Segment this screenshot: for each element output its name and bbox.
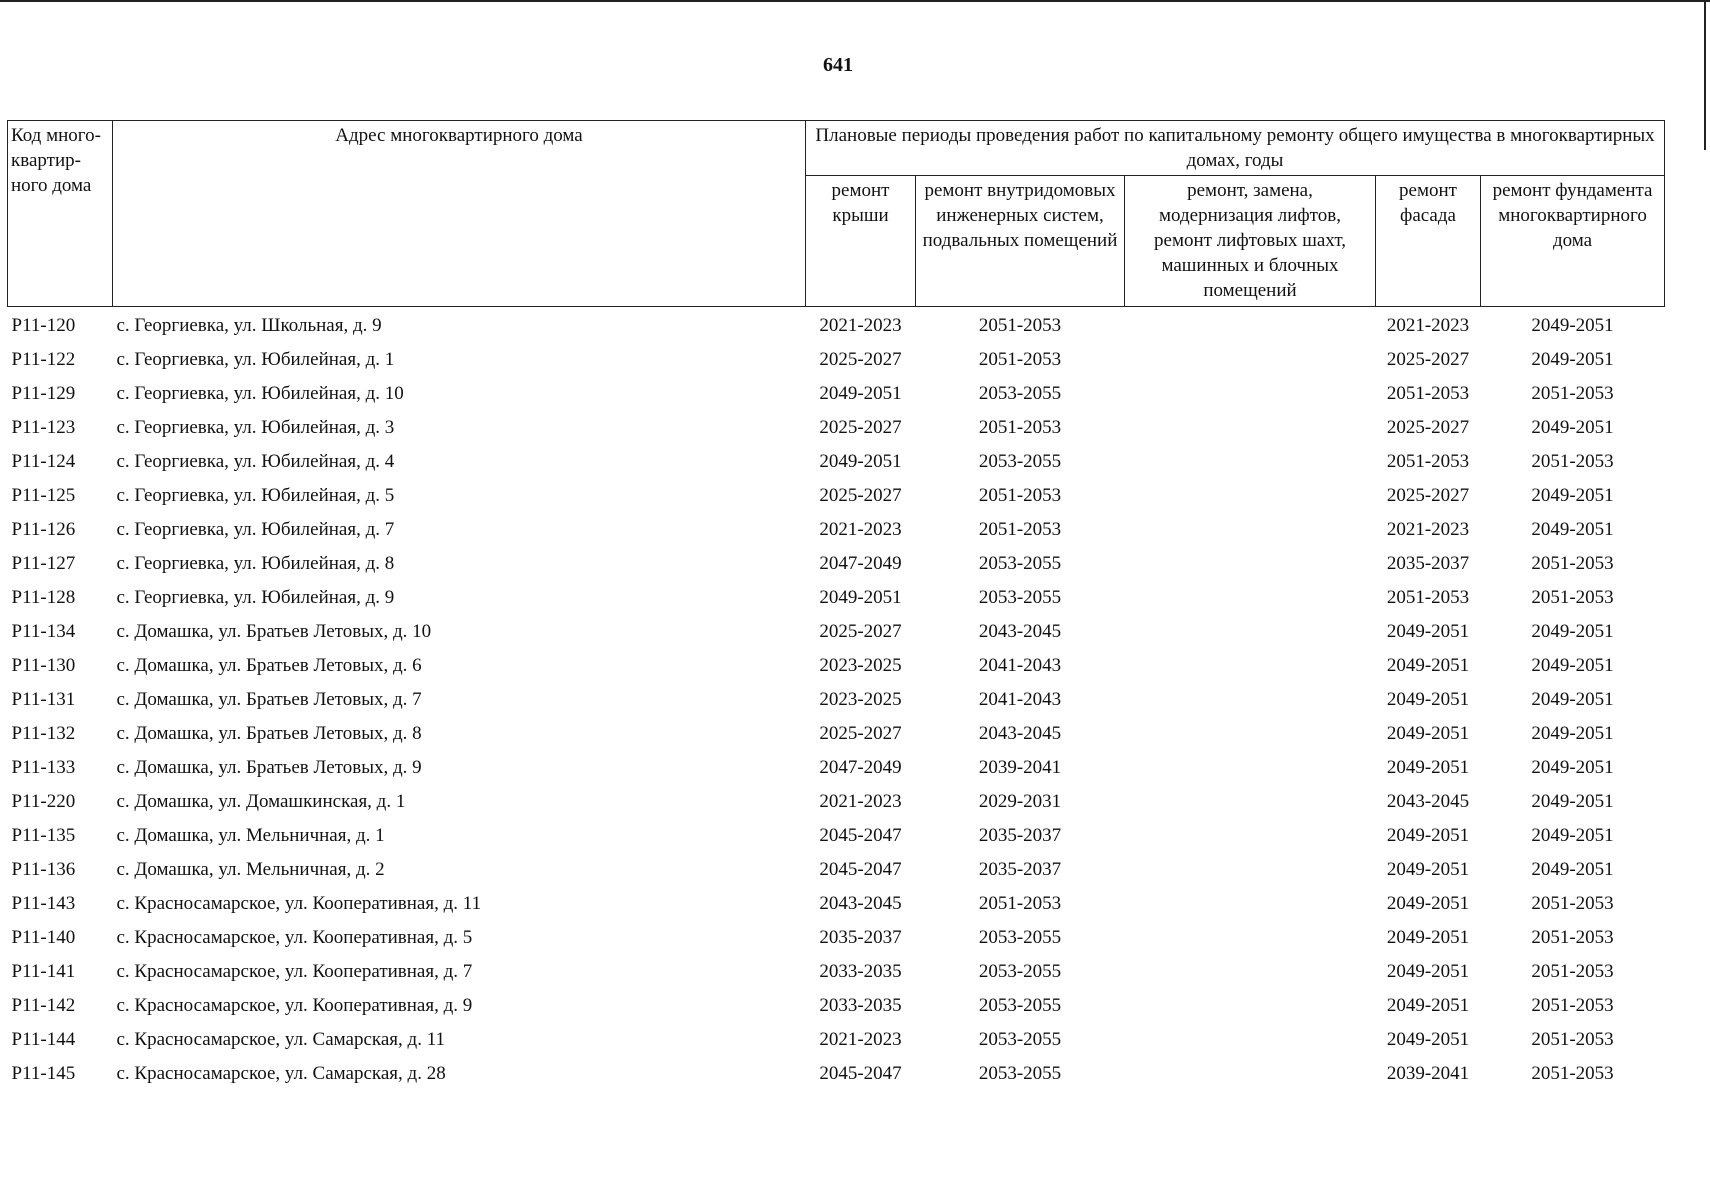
cell-address: с. Домашка, ул. Братьев Летовых, д. 8 <box>116 723 422 744</box>
cell-facade: 2039-2041 <box>1386 1063 1470 1084</box>
cell-engineering: 2041-2043 <box>978 689 1062 710</box>
cell-address: с. Георгиевка, ул. Школьная, д. 9 <box>116 315 382 336</box>
cell-roof: 2043-2045 <box>819 893 902 914</box>
cell-code: Р11-128 <box>11 587 76 608</box>
cell-facade: 2051-2053 <box>1386 587 1470 608</box>
cell-elevators <box>1125 377 1376 411</box>
cell-elevators <box>1125 853 1376 887</box>
cell-code: Р11-130 <box>11 655 76 676</box>
cell-foundation: 2051-2053 <box>1531 383 1614 404</box>
cell-engineering: 2051-2053 <box>978 519 1062 540</box>
cell-facade: 2049-2051 <box>1386 927 1470 948</box>
table-row <box>8 377 1665 411</box>
cell-address: с. Домашка, ул. Братьев Летовых, д. 10 <box>116 621 432 642</box>
header-elevators: ремонт, замена, модернизация лифтов, ремонт лифтовых шахт, машинных и блочных помещений <box>1125 176 1376 307</box>
cell-facade: 2049-2051 <box>1386 961 1470 982</box>
table-row <box>8 343 1665 377</box>
header-code: Код много-квартир-ного дома <box>8 121 113 307</box>
cell-elevators <box>1125 683 1376 717</box>
cell-code: Р11-142 <box>11 995 76 1016</box>
cell-foundation: 2049-2051 <box>1531 859 1614 880</box>
cell-engineering: 2043-2045 <box>978 621 1062 642</box>
table-row <box>8 649 1665 683</box>
cell-engineering: 2051-2053 <box>978 315 1062 336</box>
cell-facade: 2049-2051 <box>1386 723 1470 744</box>
cell-code: Р11-122 <box>11 349 76 370</box>
cell-address: с. Красносамарское, ул. Кооперативная, д. 11 <box>116 893 482 914</box>
table-row <box>8 581 1665 615</box>
cell-address: с. Георгиевка, ул. Юбилейная, д. 10 <box>116 383 404 404</box>
table-body <box>8 307 1665 1092</box>
cell-elevators <box>1125 785 1376 819</box>
cell-elevators <box>1125 921 1376 955</box>
top-border-line <box>0 0 1710 2</box>
cell-roof: 2049-2051 <box>819 383 902 404</box>
cell-elevators <box>1125 547 1376 581</box>
cell-roof: 2035-2037 <box>819 927 902 948</box>
cell-roof: 2045-2047 <box>819 859 902 880</box>
cell-foundation: 2049-2051 <box>1531 757 1614 778</box>
table-row <box>8 785 1665 819</box>
cell-foundation: 2051-2053 <box>1531 927 1614 948</box>
cell-code: Р11-126 <box>11 519 76 540</box>
cell-address: с. Красносамарское, ул. Кооперативная, д. 5 <box>116 927 473 948</box>
cell-engineering: 2051-2053 <box>978 893 1062 914</box>
cell-facade: 2025-2027 <box>1386 349 1470 370</box>
cell-roof: 2021-2023 <box>819 519 902 540</box>
cell-facade: 2049-2051 <box>1386 859 1470 880</box>
table-row <box>8 445 1665 479</box>
table-row <box>8 1023 1665 1057</box>
cell-engineering: 2051-2053 <box>978 485 1062 506</box>
cell-address: с. Домашка, ул. Мельничная, д. 2 <box>116 859 385 880</box>
cell-elevators <box>1125 989 1376 1023</box>
cell-code: Р11-135 <box>11 825 76 846</box>
cell-roof: 2047-2049 <box>819 757 902 778</box>
cell-engineering: 2053-2055 <box>978 961 1062 982</box>
cell-facade: 2035-2037 <box>1386 553 1470 574</box>
table-row <box>8 989 1665 1023</box>
cell-engineering: 2053-2055 <box>978 995 1062 1016</box>
cell-address: с. Красносамарское, ул. Самарская, д. 11 <box>116 1029 445 1050</box>
cell-code: Р11-127 <box>11 553 76 574</box>
table-row <box>8 479 1665 513</box>
cell-code: Р11-125 <box>11 485 76 506</box>
cell-facade: 2049-2051 <box>1386 689 1470 710</box>
cell-code: Р11-145 <box>11 1063 76 1084</box>
cell-engineering: 2035-2037 <box>978 825 1062 846</box>
cell-facade: 2049-2051 <box>1386 893 1470 914</box>
header-facade: ремонт фасада <box>1376 176 1481 307</box>
cell-code: Р11-120 <box>11 315 76 336</box>
cell-address: с. Домашка, ул. Мельничная, д. 1 <box>116 825 385 846</box>
cell-elevators <box>1125 887 1376 921</box>
cell-code: Р11-144 <box>11 1029 76 1050</box>
cell-roof: 2049-2051 <box>819 451 902 472</box>
cell-foundation: 2049-2051 <box>1531 519 1614 540</box>
table-row <box>8 1057 1665 1091</box>
cell-engineering: 2053-2055 <box>978 1063 1062 1084</box>
cell-code: Р11-143 <box>11 893 76 914</box>
cell-foundation: 2049-2051 <box>1531 621 1614 642</box>
cell-facade: 2049-2051 <box>1386 1029 1470 1050</box>
cell-facade: 2025-2027 <box>1386 417 1470 438</box>
table-row <box>8 887 1665 921</box>
cell-elevators <box>1125 513 1376 547</box>
cell-roof: 2045-2047 <box>819 1063 902 1084</box>
cell-engineering: 2051-2053 <box>978 417 1062 438</box>
cell-address: с. Георгиевка, ул. Юбилейная, д. 9 <box>116 587 395 608</box>
cell-address: с. Красносамарское, ул. Самарская, д. 28 <box>116 1063 446 1084</box>
cell-code: Р11-136 <box>11 859 76 880</box>
cell-foundation: 2049-2051 <box>1531 485 1614 506</box>
cell-facade: 2021-2023 <box>1386 519 1470 540</box>
table-row <box>8 615 1665 649</box>
cell-address: с. Красносамарское, ул. Кооперативная, д. 9 <box>116 995 473 1016</box>
cell-roof: 2023-2025 <box>819 689 902 710</box>
cell-code: Р11-140 <box>11 927 76 948</box>
cell-facade: 2051-2053 <box>1386 383 1470 404</box>
cell-elevators <box>1125 717 1376 751</box>
header-roof: ремонт крыши <box>806 176 916 307</box>
cell-engineering: 2029-2031 <box>978 791 1062 812</box>
cell-foundation: 2051-2053 <box>1531 587 1614 608</box>
cell-facade: 2043-2045 <box>1386 791 1470 812</box>
cell-roof: 2025-2027 <box>819 621 902 642</box>
cell-address: с. Домашка, ул. Братьев Летовых, д. 6 <box>116 655 422 676</box>
table-row <box>8 921 1665 955</box>
cell-foundation: 2049-2051 <box>1531 689 1614 710</box>
cell-facade: 2021-2023 <box>1386 315 1470 336</box>
cell-address: с. Красносамарское, ул. Кооперативная, д. 7 <box>116 961 473 982</box>
cell-foundation: 2051-2053 <box>1531 1029 1614 1050</box>
cell-roof: 2033-2035 <box>819 961 902 982</box>
cell-elevators <box>1125 479 1376 513</box>
cell-elevators <box>1125 445 1376 479</box>
header-row-1 <box>8 121 1665 176</box>
cell-address: с. Георгиевка, ул. Юбилейная, д. 1 <box>116 349 395 370</box>
cell-roof: 2045-2047 <box>819 825 902 846</box>
cell-roof: 2021-2023 <box>819 1029 902 1050</box>
table-row <box>8 547 1665 581</box>
cell-address: с. Георгиевка, ул. Юбилейная, д. 4 <box>116 451 395 472</box>
header-address: Адрес многоквартирного дома <box>113 121 806 307</box>
cell-roof: 2021-2023 <box>819 791 902 812</box>
header-foundation: ремонт фундамента многоквартирного дома <box>1481 176 1665 307</box>
cell-address: с. Домашка, ул. Домашкинская, д. 1 <box>116 791 406 812</box>
cell-elevators <box>1125 307 1376 344</box>
cell-facade: 2049-2051 <box>1386 995 1470 1016</box>
cell-address: с. Георгиевка, ул. Юбилейная, д. 5 <box>116 485 395 506</box>
cell-foundation: 2049-2051 <box>1531 417 1614 438</box>
cell-facade: 2049-2051 <box>1386 621 1470 642</box>
cell-elevators <box>1125 751 1376 785</box>
cell-code: Р11-134 <box>11 621 76 642</box>
cell-roof: 2047-2049 <box>819 553 902 574</box>
cell-facade: 2049-2051 <box>1386 655 1470 676</box>
cell-engineering: 2053-2055 <box>978 451 1062 472</box>
table-row <box>8 411 1665 445</box>
cell-foundation: 2049-2051 <box>1531 723 1614 744</box>
right-border-line <box>1704 0 1706 150</box>
cell-roof: 2023-2025 <box>819 655 902 676</box>
cell-engineering: 2051-2053 <box>978 349 1062 370</box>
table-row <box>8 307 1665 344</box>
cell-roof: 2033-2035 <box>819 995 902 1016</box>
cell-facade: 2051-2053 <box>1386 451 1470 472</box>
cell-foundation: 2051-2053 <box>1531 451 1614 472</box>
cell-address: с. Георгиевка, ул. Юбилейная, д. 3 <box>116 417 395 438</box>
cell-elevators <box>1125 1057 1376 1091</box>
cell-elevators <box>1125 955 1376 989</box>
cell-engineering: 2053-2055 <box>978 587 1062 608</box>
table-row <box>8 955 1665 989</box>
table-row <box>8 683 1665 717</box>
cell-roof: 2025-2027 <box>819 349 902 370</box>
cell-code: Р11-129 <box>11 383 76 404</box>
cell-code: Р11-133 <box>11 757 76 778</box>
cell-facade: 2049-2051 <box>1386 825 1470 846</box>
cell-code: Р11-132 <box>11 723 76 744</box>
cell-code: Р11-131 <box>11 689 76 710</box>
cell-address: с. Домашка, ул. Братьев Летовых, д. 7 <box>116 689 422 710</box>
cell-foundation: 2049-2051 <box>1531 349 1614 370</box>
cell-engineering: 2053-2055 <box>978 1029 1062 1050</box>
cell-elevators <box>1125 411 1376 445</box>
cell-foundation: 2049-2051 <box>1531 791 1614 812</box>
cell-address: с. Георгиевка, ул. Юбилейная, д. 8 <box>116 553 395 574</box>
cell-roof: 2049-2051 <box>819 587 902 608</box>
cell-elevators <box>1125 615 1376 649</box>
header-engineering: ремонт внутридомовых инженерных систем, подвальных помещений <box>916 176 1125 307</box>
cell-roof: 2025-2027 <box>819 485 902 506</box>
repair-schedule-table <box>7 120 1665 1091</box>
cell-foundation: 2051-2053 <box>1531 893 1614 914</box>
cell-foundation: 2049-2051 <box>1531 825 1614 846</box>
table-row <box>8 751 1665 785</box>
repair-schedule-table-frame <box>7 120 1664 1180</box>
cell-code: Р11-141 <box>11 961 76 982</box>
cell-engineering: 2053-2055 <box>978 553 1062 574</box>
header-periods-group: Плановые периоды проведения работ по капитальному ремонту общего имущества в многоквартирных домах, годы <box>806 121 1665 176</box>
cell-foundation: 2051-2053 <box>1531 1063 1614 1084</box>
cell-engineering: 2039-2041 <box>978 757 1062 778</box>
cell-roof: 2021-2023 <box>819 315 902 336</box>
cell-roof: 2025-2027 <box>819 723 902 744</box>
cell-foundation: 2051-2053 <box>1531 995 1614 1016</box>
table-row <box>8 513 1665 547</box>
cell-code: Р11-123 <box>11 417 76 438</box>
cell-engineering: 2043-2045 <box>978 723 1062 744</box>
page-number: 641 <box>823 54 853 76</box>
cell-code: Р11-124 <box>11 451 76 472</box>
cell-facade: 2025-2027 <box>1386 485 1470 506</box>
cell-elevators <box>1125 649 1376 683</box>
table-row <box>8 717 1665 751</box>
cell-elevators <box>1125 343 1376 377</box>
cell-engineering: 2053-2055 <box>978 927 1062 948</box>
table-row <box>8 819 1665 853</box>
cell-foundation: 2049-2051 <box>1531 655 1614 676</box>
cell-address: с. Домашка, ул. Братьев Летовых, д. 9 <box>116 757 422 778</box>
cell-foundation: 2051-2053 <box>1531 553 1614 574</box>
cell-engineering: 2035-2037 <box>978 859 1062 880</box>
cell-code: Р11-220 <box>11 791 76 812</box>
cell-roof: 2025-2027 <box>819 417 902 438</box>
table-row <box>8 853 1665 887</box>
cell-engineering: 2041-2043 <box>978 655 1062 676</box>
cell-foundation: 2051-2053 <box>1531 961 1614 982</box>
cell-elevators <box>1125 581 1376 615</box>
cell-facade: 2049-2051 <box>1386 757 1470 778</box>
cell-elevators <box>1125 1023 1376 1057</box>
cell-elevators <box>1125 819 1376 853</box>
cell-address: с. Георгиевка, ул. Юбилейная, д. 7 <box>116 519 395 540</box>
cell-engineering: 2053-2055 <box>978 383 1062 404</box>
cell-foundation: 2049-2051 <box>1531 315 1614 336</box>
